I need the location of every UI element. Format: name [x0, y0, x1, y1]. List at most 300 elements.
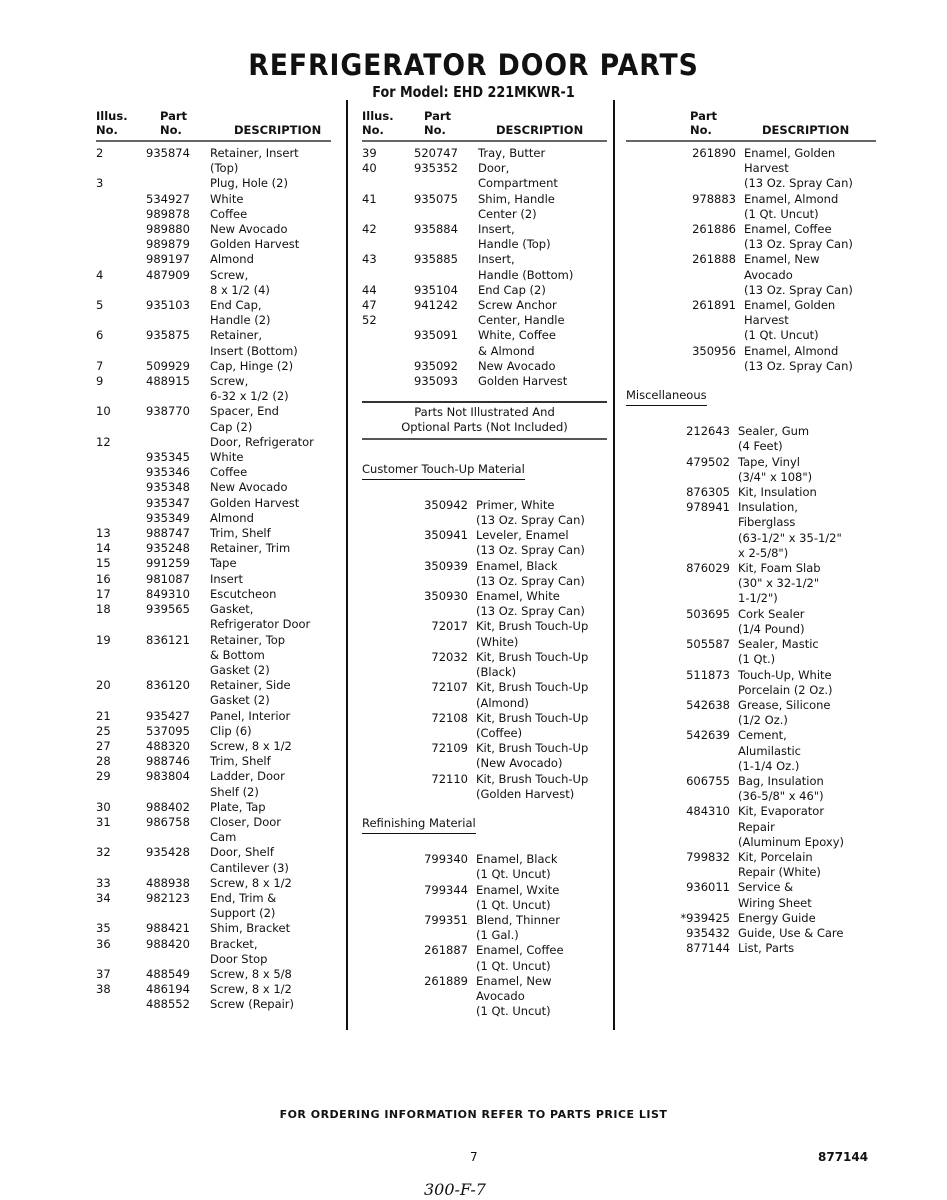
illus-number: 31: [96, 814, 111, 829]
parts-row: [626, 850, 876, 880]
illus-number: 27: [96, 738, 111, 753]
part-number: [414, 313, 478, 328]
parts-row: [362, 528, 607, 558]
column-divider-2: [613, 100, 615, 1030]
document-number: 877144: [818, 1150, 869, 1164]
illus-number: [96, 207, 146, 222]
part-description: Kit, Brush Touch-Up (Black): [476, 649, 589, 680]
part-description: Gasket, Refrigerator Door: [210, 602, 311, 632]
illus-number: 2: [96, 146, 104, 160]
illus-header-line2: No.: [362, 123, 384, 137]
part-description: Retainer, Insert (Bottom): [210, 328, 298, 358]
parts-row: [626, 880, 876, 910]
part-number: 935346: [146, 465, 190, 480]
parts-row: [96, 496, 331, 511]
part-number: 876305: [686, 485, 730, 500]
part-header-line2: No.: [690, 123, 712, 137]
part-number: 935103: [146, 298, 190, 313]
illus-number: 32: [96, 845, 111, 860]
part-number: 511873: [686, 667, 730, 682]
description-header: DESCRIPTION: [762, 123, 850, 137]
part-description: Enamel, New Avocado (13 Oz. Spray Can): [744, 252, 853, 297]
column-2-header: [362, 106, 607, 140]
part-number: 799340: [424, 852, 468, 867]
part-description: Shim, Handle Center (2): [478, 191, 555, 221]
parts-row: [96, 252, 331, 267]
part-description: Retainer, Top & Bottom Gasket (2): [210, 632, 286, 677]
parts-row: [626, 298, 876, 344]
parts-row: [96, 146, 331, 176]
parts-row: [362, 741, 607, 771]
part-number: 982123: [146, 890, 190, 905]
parts-row: [626, 941, 876, 956]
parts-row: [96, 222, 331, 237]
part-header-line1: Part: [424, 109, 452, 123]
part-description: New Avocado: [478, 358, 556, 373]
part-header-line2: No.: [160, 123, 182, 137]
part-description: White: [210, 450, 244, 465]
illus-number: 33: [96, 875, 111, 890]
parts-row: [626, 192, 876, 222]
parts-row: [626, 424, 876, 454]
part-number: 72108: [431, 710, 468, 725]
parts-row: [96, 937, 331, 967]
part-number: 509929: [146, 358, 190, 373]
column-2-rows: [362, 146, 607, 389]
illus-number: 21: [96, 708, 111, 723]
parts-row: [362, 252, 607, 282]
parts-row: [362, 374, 607, 389]
part-description: Shim, Bracket: [210, 921, 291, 936]
parts-row: [96, 876, 331, 891]
parts-row: [96, 450, 331, 465]
part-number: 488915: [146, 374, 190, 389]
part-description: Screw, 8 x 1/2: [210, 982, 292, 997]
parts-row: [96, 845, 331, 875]
part-description: Grease, Silicone (1/2 Oz.): [738, 697, 831, 728]
part-description: Touch-Up, White Porcelain (2 Oz.): [738, 667, 833, 697]
illus-number: 39: [362, 146, 377, 160]
illus-number: 13: [96, 526, 111, 541]
part-description: Bag, Insulation (36-5/8" x 46"): [738, 773, 824, 804]
parts-row: [96, 967, 331, 982]
part-number: 981087: [146, 571, 190, 586]
part-number: 978941: [686, 500, 730, 515]
parts-row: [96, 237, 331, 252]
part-description: Cork Sealer (1/4 Pound): [738, 606, 805, 636]
parts-row: [626, 455, 876, 485]
part-description: Insulation, Fiberglass (63-1/2" x 35-1/2" x 2-5/8"): [738, 500, 842, 560]
part-number: 978883: [692, 191, 736, 206]
part-number: [146, 435, 210, 450]
part-description: List, Parts: [738, 941, 795, 956]
illus-number: 7: [96, 358, 104, 373]
column-divider-1: [346, 100, 348, 1030]
part-number: 989880: [146, 222, 190, 237]
part-description: Golden Harvest: [210, 237, 300, 252]
part-number: 877144: [686, 941, 730, 956]
part-number: 261887: [424, 943, 468, 958]
illus-header-line2: No.: [96, 123, 118, 137]
parts-row: [96, 541, 331, 556]
parts-row: [96, 268, 331, 298]
part-number: 935347: [146, 495, 190, 510]
part-description: Blend, Thinner (1 Gal.): [476, 912, 560, 943]
part-number: 487909: [146, 267, 190, 282]
part-description: Insert, Handle (Top): [478, 222, 551, 252]
part-number: 537095: [146, 723, 190, 738]
part-description: Trim, Shelf: [210, 526, 271, 541]
misc-rows: [626, 424, 876, 956]
part-description: Enamel, Almond (13 Oz. Spray Can): [744, 343, 853, 373]
illus-number: 52: [362, 313, 377, 328]
illus-number: 47: [362, 298, 377, 313]
part-number: 72110: [431, 771, 468, 786]
parts-row: [96, 176, 331, 191]
part-number: 72109: [431, 741, 468, 756]
illus-number: [96, 480, 146, 495]
part-description: New Avocado: [210, 480, 288, 495]
part-number: 935875: [146, 328, 190, 343]
part-description: Enamel, Wxite (1 Qt. Uncut): [476, 882, 560, 912]
part-description: Insert, Handle (Bottom): [478, 252, 574, 282]
part-description: Golden Harvest: [478, 374, 568, 389]
illus-number: 14: [96, 541, 111, 556]
parts-row: [96, 556, 331, 571]
part-description: Sealer, Gum (4 Feet): [738, 424, 810, 454]
part-description: End Cap (2): [478, 282, 546, 297]
part-description: Coffee: [210, 206, 248, 221]
part-number: 935884: [414, 222, 458, 237]
part-number: 988420: [146, 936, 190, 951]
parts-column-2: [362, 106, 607, 1019]
refinishing-rows: [362, 852, 607, 1019]
part-description: Screw, 8 x 1/2: [210, 738, 292, 753]
illus-number: [96, 450, 146, 465]
parts-column-1: [96, 106, 331, 1013]
part-number: 488549: [146, 966, 190, 981]
part-number: 935432: [686, 925, 730, 940]
part-number: 989878: [146, 206, 190, 221]
parts-row: [96, 633, 331, 679]
parts-row: [626, 911, 876, 926]
parts-row: [362, 559, 607, 589]
parts-row: [362, 146, 607, 161]
parts-row: [96, 587, 331, 602]
touchup-rows: [362, 498, 607, 802]
part-number: 935092: [414, 358, 458, 373]
part-number: 486194: [146, 982, 190, 997]
part-number: 212643: [686, 424, 730, 439]
part-number: 261888: [692, 252, 736, 267]
parts-row: [96, 404, 331, 434]
illus-number: 34: [96, 890, 111, 905]
illus-number: 12: [96, 434, 111, 449]
illus-number: 17: [96, 586, 111, 601]
illus-number: [96, 465, 146, 480]
part-description: New Avocado: [210, 222, 288, 237]
parts-row: [96, 800, 331, 815]
parts-row: [362, 650, 607, 680]
parts-row: [626, 728, 876, 774]
part-description: Screw, 8 x 5/8: [210, 966, 292, 981]
part-description: Kit, Evaporator Repair (Aluminum Epoxy): [738, 804, 845, 849]
part-description: Energy Guide: [738, 910, 816, 925]
part-description: Screw, 8 x 1/2: [210, 875, 292, 890]
illus-number: [96, 252, 146, 267]
part-number: 935093: [414, 374, 458, 389]
parts-row: [96, 754, 331, 769]
part-number: 935248: [146, 541, 190, 556]
parts-row: [96, 435, 331, 450]
touchup-section-title: Customer Touch-Up Material: [362, 462, 525, 480]
part-number: 72017: [431, 619, 468, 634]
part-description: Kit, Brush Touch-Up (New Avocado): [476, 741, 589, 771]
part-description: Door, Shelf Cantilever (3): [210, 845, 289, 875]
part-number: 350942: [424, 497, 468, 512]
parts-row: [626, 561, 876, 607]
part-number: 836120: [146, 678, 190, 693]
illus-number: 16: [96, 571, 111, 586]
part-number: 350939: [424, 558, 468, 573]
parts-row: [362, 943, 607, 973]
part-description: Kit, Brush Touch-Up (Coffee): [476, 710, 589, 740]
part-number: 479502: [686, 454, 730, 469]
page-number: 7: [470, 1150, 478, 1164]
part-number: 935428: [146, 845, 190, 860]
parts-row: [362, 974, 607, 1020]
parts-row: [362, 498, 607, 528]
parts-row: [362, 313, 607, 328]
parts-row: [96, 982, 331, 997]
parts-row: [96, 328, 331, 358]
part-number: 836121: [146, 632, 190, 647]
part-number: 261889: [424, 973, 468, 988]
part-number: 941242: [414, 298, 458, 313]
parts-row: [96, 997, 331, 1012]
part-description: Cement, Alumilastic (1-1/4 Oz.): [738, 728, 802, 773]
part-description: Kit, Brush Touch-Up (White): [476, 619, 589, 649]
part-number: 935885: [414, 252, 458, 267]
part-number: 606755: [686, 773, 730, 788]
part-number: 935075: [414, 191, 458, 206]
part-header-line1: Part: [160, 109, 188, 123]
illus-number: 29: [96, 769, 111, 784]
part-description: Enamel, Black (13 Oz. Spray Can): [476, 558, 585, 588]
misc-section-title: Miscellaneous: [626, 388, 707, 406]
illus-number: 37: [96, 966, 111, 981]
parts-row: [626, 485, 876, 500]
part-number: [146, 176, 210, 191]
part-number: 350956: [692, 343, 736, 358]
parts-row: [96, 739, 331, 754]
part-number: 938770: [146, 404, 190, 419]
part-number: 935427: [146, 708, 190, 723]
parts-row: [362, 913, 607, 943]
part-description: Guide, Use & Care: [738, 925, 844, 940]
part-description: Retainer, Insert (Top): [210, 146, 299, 176]
parts-row: [96, 298, 331, 328]
part-description: Plate, Tap: [210, 799, 266, 814]
illus-number: 41: [362, 191, 377, 206]
part-description: Center, Handle: [478, 313, 565, 328]
part-description: Screw, 6-32 x 1/2 (2): [210, 374, 289, 404]
part-number: *939425: [680, 910, 730, 925]
illus-number: 10: [96, 404, 111, 419]
part-description: Spacer, End Cap (2): [210, 404, 279, 434]
parts-row: [96, 724, 331, 739]
illus-number: [96, 192, 146, 207]
part-description: Tape: [210, 556, 237, 571]
part-description: Plug, Hole (2): [210, 176, 288, 191]
part-number: 935348: [146, 480, 190, 495]
part-description: End Cap, Handle (2): [210, 298, 271, 328]
part-description: Primer, White (13 Oz. Spray Can): [476, 497, 585, 528]
column-1-header: [96, 106, 331, 140]
parts-row: [626, 926, 876, 941]
part-description: Tape, Vinyl (3/4" x 108"): [738, 454, 813, 484]
illus-number: 18: [96, 602, 111, 617]
part-header-line2: No.: [424, 123, 446, 137]
parts-row: [362, 772, 607, 802]
illus-number: [96, 997, 146, 1012]
part-description: Kit, Foam Slab (30" x 32-1/2" 1-1/2"): [738, 561, 821, 606]
description-header: DESCRIPTION: [234, 123, 322, 137]
illus-number: 38: [96, 982, 111, 997]
parts-row: [96, 526, 331, 541]
part-description: Golden Harvest: [210, 495, 300, 510]
part-number: 799351: [424, 912, 468, 927]
illus-number: 25: [96, 723, 111, 738]
part-description: Trim, Shelf: [210, 754, 271, 769]
part-number: 989879: [146, 237, 190, 252]
parts-row: [96, 602, 331, 632]
part-number: 936011: [686, 880, 730, 895]
parts-row: [626, 146, 876, 192]
parts-row: [362, 883, 607, 913]
parts-row: [626, 222, 876, 252]
part-number: 988421: [146, 921, 190, 936]
part-description: Bracket, Door Stop: [210, 936, 268, 966]
illus-number: 15: [96, 556, 111, 571]
part-description: Enamel, White (13 Oz. Spray Can): [476, 589, 585, 619]
part-description: Screw Anchor: [478, 298, 557, 313]
part-header-line1: Part: [690, 109, 718, 123]
part-number: 935345: [146, 450, 190, 465]
part-description: Insert: [210, 571, 243, 586]
part-number: 534927: [146, 191, 190, 206]
header-rule: [626, 140, 876, 142]
part-description: White, Coffee & Almond: [478, 328, 556, 358]
illus-number: [96, 511, 146, 526]
part-number: 261891: [692, 298, 736, 313]
part-number: 520747: [414, 146, 458, 160]
illus-number: 4: [96, 267, 104, 282]
part-number: 350941: [424, 528, 468, 543]
part-number: 799344: [424, 882, 468, 897]
part-description: Enamel, Almond (1 Qt. Uncut): [744, 191, 839, 221]
parts-row: [96, 921, 331, 936]
part-number: 991259: [146, 556, 190, 571]
part-number: 261890: [692, 146, 736, 160]
parts-row: [96, 359, 331, 374]
part-description: Enamel, Golden Harvest (1 Qt. Uncut): [744, 298, 836, 343]
illus-number: 43: [362, 252, 377, 267]
handwritten-note: 300-F-7: [424, 1180, 486, 1199]
parts-row: [362, 192, 607, 222]
parts-row: [362, 222, 607, 252]
part-number: 350930: [424, 589, 468, 604]
illus-number: 40: [362, 161, 377, 176]
part-number: 72032: [431, 649, 468, 664]
illus-number: 9: [96, 374, 104, 389]
illus-number: 19: [96, 632, 111, 647]
parts-row: [626, 637, 876, 667]
parts-column-3: [626, 106, 876, 956]
part-description: Panel, Interior: [210, 708, 291, 723]
parts-row: [626, 804, 876, 850]
illus-number: 44: [362, 282, 377, 297]
column-3-refinishing-rows: [626, 146, 876, 374]
part-description: Coffee: [210, 465, 248, 480]
illus-header-line1: Illus.: [362, 109, 394, 123]
illus-header-line1: Illus.: [96, 109, 128, 123]
parts-row: [362, 359, 607, 374]
part-number: 876029: [686, 561, 730, 576]
part-number: 935352: [414, 161, 458, 176]
part-number: 849310: [146, 586, 190, 601]
parts-row: [626, 500, 876, 561]
part-description: Enamel, Coffee (13 Oz. Spray Can): [744, 222, 853, 252]
part-number: 983804: [146, 769, 190, 784]
illus-number: [96, 222, 146, 237]
part-description: Clip (6): [210, 723, 252, 738]
illus-number: 36: [96, 936, 111, 951]
part-number: 986758: [146, 814, 190, 829]
parts-row: [96, 465, 331, 480]
parts-row: [626, 344, 876, 374]
illus-number: 5: [96, 298, 104, 313]
column-1-rows: [96, 146, 331, 1013]
part-number: 261886: [692, 222, 736, 237]
parts-row: [362, 711, 607, 741]
part-description: Service & Wiring Sheet: [738, 880, 812, 910]
illus-number: [362, 374, 414, 389]
ordering-note: FOR ORDERING INFORMATION REFER TO PARTS PRICE LIST: [279, 1108, 668, 1121]
parts-row: [96, 709, 331, 724]
parts-row: [362, 298, 607, 313]
part-description: Screw, 8 x 1/2 (4): [210, 267, 270, 297]
part-number: 988402: [146, 799, 190, 814]
illus-number: 20: [96, 678, 111, 693]
illus-number: [362, 359, 414, 374]
part-description: White: [210, 191, 244, 206]
column-3-header: [626, 106, 876, 140]
part-description: Retainer, Trim: [210, 541, 291, 556]
parts-row: [362, 161, 607, 191]
part-number: 935349: [146, 510, 190, 525]
part-number: 488552: [146, 997, 190, 1012]
part-number: 503695: [686, 606, 730, 621]
description-header: DESCRIPTION: [496, 123, 584, 137]
parts-row: [96, 511, 331, 526]
part-description: Kit, Insulation: [738, 485, 817, 500]
part-description: Door, Compartment: [478, 161, 558, 191]
parts-row: [362, 283, 607, 298]
part-description: Enamel, Black (1 Qt. Uncut): [476, 852, 558, 882]
part-description: Kit, Porcelain Repair (White): [738, 849, 821, 880]
part-number: 542639: [686, 728, 730, 743]
